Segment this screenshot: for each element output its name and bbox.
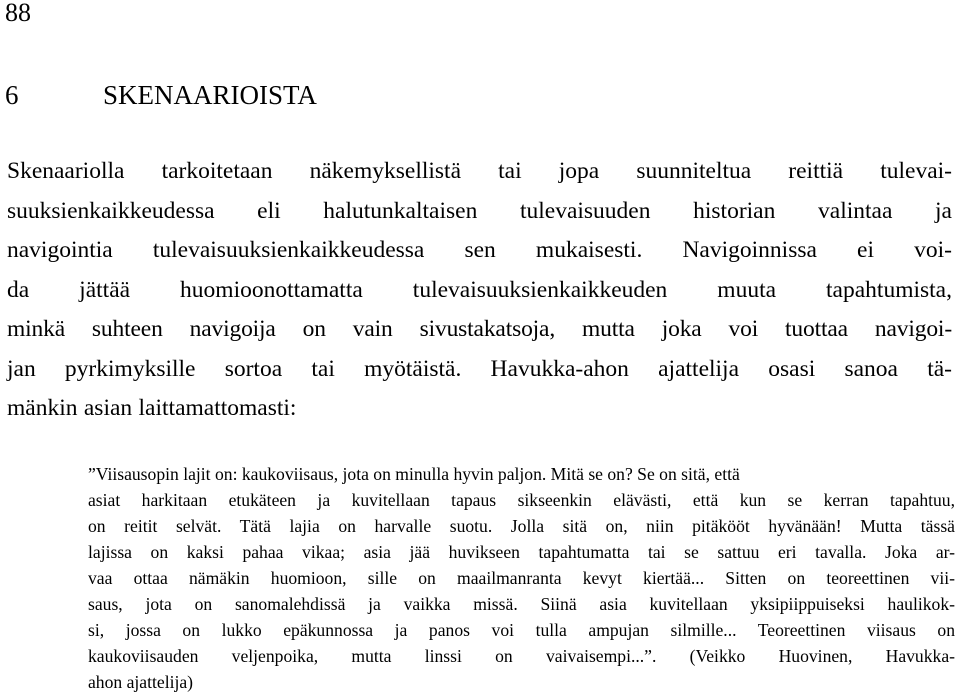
body-text-line: minkä suhteen navigoija on vain sivustakatsoja, mutta joka voi tuottaa navigoi- (7, 316, 952, 342)
quote-text-line: si, jossa on lukko epäkunnossa ja panos voi tulla ampujan silmille... Teoreettinen viisaus on (88, 620, 955, 640)
body-text-line: da jättää huomioonottamatta tulevaisuuksienkaikkeuden muuta tapahtumista, (7, 277, 952, 303)
body-text-line: Skenaariolla tarkoitetaan näkemyksellistä tai jopa suunniteltua reittiä tulevai- (7, 158, 952, 184)
quote-text-line: saus, jota on sanomalehdissä ja vaikka missä. Siinä asia kuvitellaan yksipiippuiseksi haulikok- (88, 594, 955, 614)
quote-text-line: vaa ottaa nämäkin huomioon, sille on maailmanranta kevyt kiertää... Sitten on teoreettinen vii- (88, 568, 955, 588)
chapter-title: SKENAARIOISTA (103, 80, 317, 110)
body-text-line: jan pyrkimyksille sortoa tai myötäistä. Havukka-ahon ajattelija osasi sanoa tä- (7, 356, 952, 382)
quote-text-line: ”Viisausopin lajit on: kaukoviisaus, jota on minulla hyvin paljon. Mitä se on? Se on sitä, että (88, 464, 740, 484)
quote-text-line: asiat harkitaan etukäteen ja kuvitellaan tapaus sikseenkin elävästi, että kun se kerran tapahtuu, (88, 490, 955, 510)
body-text-line: suuksienkaikkeudessa eli halutunkaltaisen tulevaisuuden historian valintaa ja (7, 198, 952, 224)
quote-text-line: ahon ajattelija) (88, 672, 194, 692)
quote-text-line: on reitit selvät. Tätä lajia on harvalle suotu. Jolla sitä on, niin pitäkööt hyvänään! Mutta tässä (88, 516, 955, 536)
chapter-number: 6 (5, 80, 19, 110)
page-number: 88 (5, 0, 31, 27)
quote-text-line: lajissa on kaksi pahaa vikaa; asia jää huvikseen tapahtumatta tai se sattuu eri tavalla. Joka ar- (88, 542, 955, 562)
quote-text-line: kaukoviisauden veljenpoika, mutta linssi on vaivaisempi...”. (Veikko Huovinen, Havukka- (88, 646, 955, 666)
body-text-line: mänkin asian laittamattomasti: (7, 395, 297, 421)
body-text-line: navigointia tulevaisuuksienkaikkeudessa sen mukaisesti. Navigoinnissa ei voi- (7, 237, 952, 263)
